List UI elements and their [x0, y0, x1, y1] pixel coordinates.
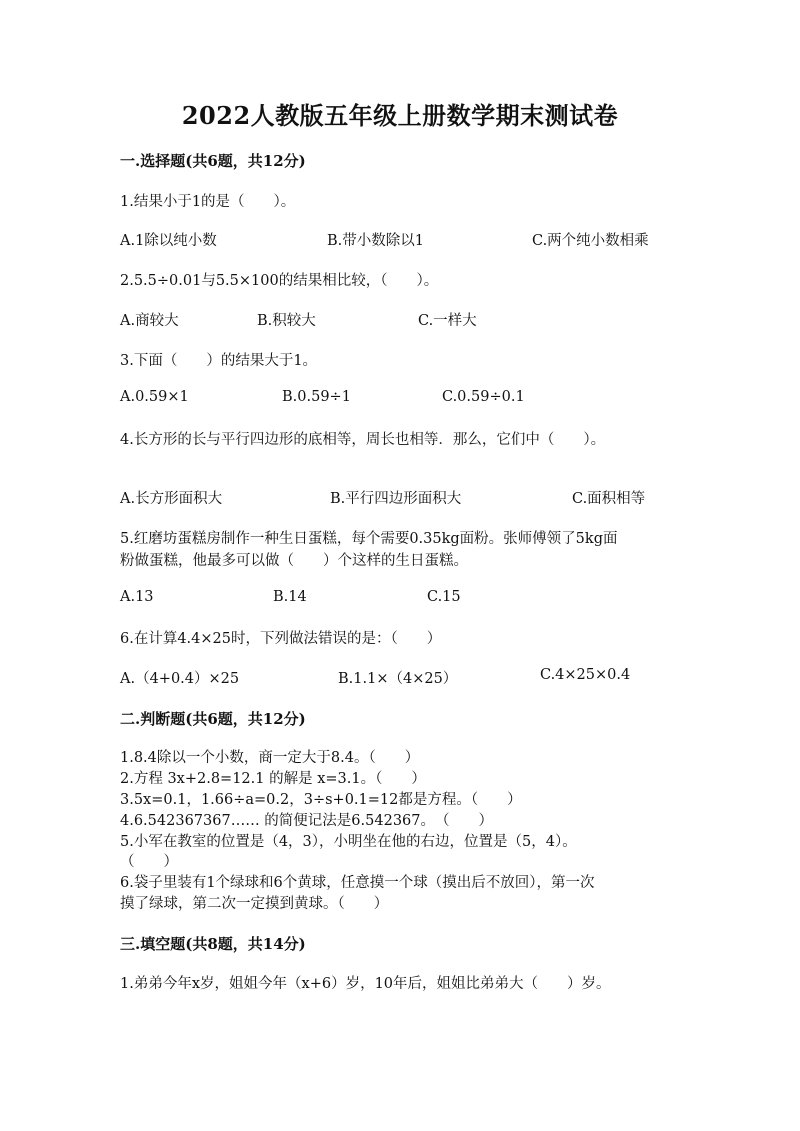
section-heading-judge: 二.判断题(共6题，共12分) — [120, 710, 306, 728]
choice-question-2: 2.5.5÷0.01与5.5×100的结果相比较，（ ）。 — [120, 273, 439, 289]
judge-item-5-bracket: （ ） — [120, 854, 178, 870]
choice-5-option-b: B.14 — [273, 589, 307, 605]
section-heading-fill: 三.填空题(共8题，共14分) — [120, 935, 306, 953]
choice-4-option-a: A.长方形面积大 — [120, 491, 223, 507]
choice-2-option-c: C.一样大 — [418, 313, 477, 329]
judge-item-4: 4.6.542367367…… 的简便记法是6.542367。 （ ） — [120, 813, 493, 829]
choice-5-option-c: C.15 — [427, 589, 461, 605]
choice-3-option-a: A.0.59×1 — [120, 389, 189, 405]
choice-3-option-b: B.0.59÷1 — [282, 389, 351, 405]
choice-question-5-line-2: 粉做蛋糕，他最多可以做（ ）个这样的生日蛋糕。 — [120, 553, 468, 569]
judge-item-1: 1.8.4除以一个小数，商一定大于8.4。（ ） — [120, 750, 420, 766]
choice-4-option-c: C.面积相等 — [572, 491, 646, 507]
section-heading-choice: 一.选择题(共6题，共12分) — [120, 152, 306, 170]
choice-1-option-c: C.两个纯小数相乘 — [532, 233, 649, 249]
choice-2-option-b: B.积较大 — [257, 313, 316, 329]
choice-2-option-a: A.商较大 — [120, 313, 179, 329]
choice-1-option-b: B.带小数除以1 — [327, 233, 424, 249]
choice-6-option-c: C.4×25×0.4 — [540, 667, 631, 683]
choice-question-3: 3.下面（ ）的结果大于1。 — [120, 353, 318, 369]
page-title: 2022人教版五年级上册数学期末测试卷 — [181, 101, 619, 130]
choice-4-option-b: B.平行四边形面积大 — [330, 491, 462, 507]
choice-1-option-a: A.1除以纯小数 — [120, 233, 217, 249]
fill-question-1: 1.弟弟今年x岁，姐姐今年（x+6）岁，10年后，姐姐比弟弟大（ ）岁。 — [120, 976, 611, 992]
judge-item-5: 5.小军在教室的位置是（4，3），小明坐在他的右边，位置是（5，4）。 — [120, 834, 577, 850]
judge-item-6-line-1: 6.袋子里装有1个绿球和6个黄球，任意摸一个球（摸出后不放回），第一次 — [120, 875, 595, 891]
choice-question-1: 1.结果小于1的是（ ）。 — [120, 194, 296, 210]
choice-question-4: 4.长方形的长与平行四边形的底相等，周长也相等．那么，它们中（ ）。 — [120, 432, 606, 448]
judge-item-2: 2.方程 3x+2.8=12.1 的解是 x=3.1。（ ） — [120, 771, 426, 787]
judge-item-6-line-2: 摸了绿球，第二次一定摸到黄球。（ ） — [120, 896, 389, 912]
choice-question-6: 6.在计算4.4×25时，下列做法错误的是：（ ） — [120, 631, 442, 647]
judge-item-3: 3.5x=0.1，1.66÷a=0.2，3÷s+0.1=12都是方程。（ ） — [120, 792, 522, 808]
choice-3-option-c: C.0.59÷0.1 — [442, 389, 525, 405]
choice-question-5-line-1: 5.红磨坊蛋糕房制作一种生日蛋糕，每个需要0.35kg面粉。张师傅领了5kg面 — [120, 531, 618, 547]
choice-5-option-a: A.13 — [120, 589, 154, 605]
choice-6-option-b: B.1.1×（4×25） — [338, 671, 458, 687]
choice-6-option-a: A.（4+0.4）×25 — [120, 671, 240, 687]
